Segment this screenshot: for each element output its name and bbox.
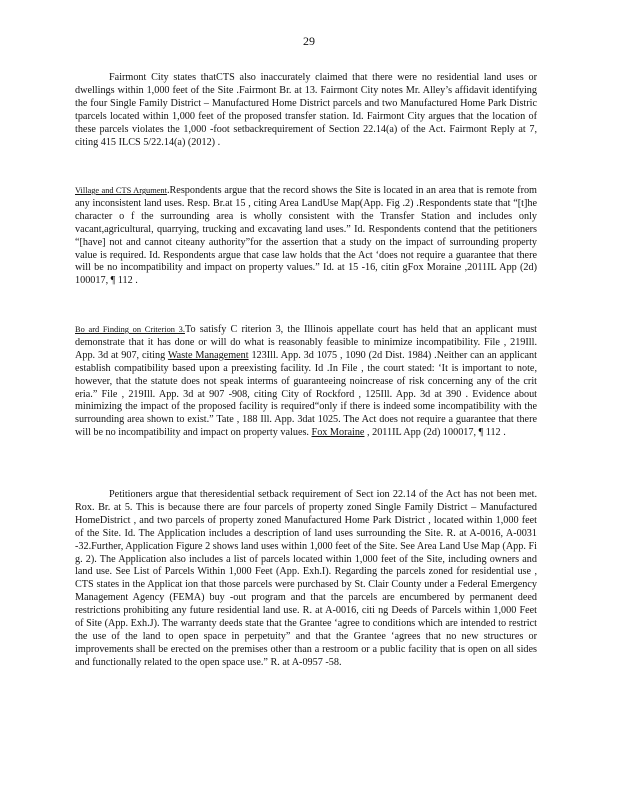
- paragraph-text: Fairmont City states thatCTS also inaccurately claimed that there were no residential land uses or dwellings within 1,000 feet of the Site .Fairmont Br. at 13. Fairmont City notes Mr. Alley’s affidavit identifying the four Single Family District – Manufactured Home District parcels and two Manufactured Home Park Distric tparcels located within 1,000 feet of the proposed transfer station. Id. Fairmont City argues that the location of these parcels violates the 1,000 -foot setbackrequirement of Section 22.14(a) of the Act. Fairmont Reply at 7, citing 415 ILCS 5/22.14(a) (2012) .: [75, 72, 537, 148]
- paragraph-board-finding: [75, 324, 537, 440]
- case-citation: Waste Management: [167, 349, 249, 361]
- section-heading: Bo ard Finding on Criterion 3.: [75, 325, 185, 334]
- paragraph-text: .Respondents argue that the record shows the Site is located in an area that is remote from any inconsistent land uses. Resp. Br.at 15 , citing Area LandUse Map(App. Fig .2) .Respondents state that “[t]he character o f the surrounding area is wholly consistent with the Transfer Station and includes only vacant,agricultural, quarrying, trucking and excavating land uses.” Id. Respondents contend that the petitioners “[have] not and cannot citeany authority”for the assertion that a study on the impact of surrounding property value is required. Id. Respondents argue that case law holds that the Act ‘does not require a guarantee that there will be no incompatibility and impact on property values.” Id. at 15 -16, citin gFox Moraine ,2011IL App (2d) 100017, ¶ 112 .: [75, 185, 537, 287]
- section-heading: Village and CTS Argument: [75, 186, 167, 195]
- paragraph-petitioners-argue: [75, 489, 537, 670]
- paragraph-fairmont-city: [75, 72, 537, 149]
- case-citation: Fox Moraine: [311, 427, 365, 439]
- paragraph-text: Petitioners argue that theresidential setback requirement of Sect ion 22.14 of the Act has not been met. Rox. Br. at 5. This is because there are four parcels of property zoned Single Family District – Manufactured HomeDistrict , and two parcels of property zoned Manufactured Home Park District , located within 1,000 feet of the Site. Id. The Application includes a description of land uses surrounding the Site. R. at A-0016, A-0031 -32.Further, Application Figure 2 shows land uses within 1,000 feet of the Site. See Area Land Use Map (App. Fi g. 2). The Application also includes a list of parcels located within 1,000 feet of the Site, including owners and land use. See List of Parcels Within 1,000 Feet (App. Exh.I). Regarding the parcels zoned for residential use , CTS states in the Applicat ion that those parcels were purchased by St. Clair County under a Federal Emergency Management Agency (FEMA) buy -out program and that the parcels are encumbered by permanent deed restrictions prohibiting any future residential land use. R. at A-0016, citi ng Deeds of Parcels within 1,000 Feet of Site (App. Exh.J). The warranty deeds state that the Grantee ‘agree to conditions which are intended to restrict the use of the land to open space in perpetuity” and that the Grantee ‘agrees that no new structures or improvements shall be erected on the premises other than a restroom or a public facility that is open on all sides and functionally related to the open space use.” R. at A-0957 -58.: [75, 489, 537, 668]
- paragraph-text: To satisfy C riterion 3, the Illinois appellate court has held that an applicant must demonstrate that it has done or will do what is reasonably feasible to minimize incompatibility. File , 219Ill. App. 3d at 907, citing: [75, 324, 538, 361]
- paragraph-text: 123Ill. App. 3d 1075 , 1090 (2d Dist. 1984) .Neither can an applicant establish compatibility based upon a preexisting facility. Id .In File , the court stated: ‘It is important to note, however, that the statute does not speak interms of guaranteeing noincrease of risk concerning any of the crit eria.” File , 219Ill. App. 3d at 907 -908, citing City of Rockford , 125Ill. App. 3d at 390 . Evidence about minimizing the impact of the proposed facility is required“only if there is indeed some incompatibility with the surrounding area shown to exist.” Tate , 188 Ill. App. 3dat 1025. The Act does not require a guarantee that there will be no incompatibility and impact on property values.: [75, 349, 537, 439]
- paragraph-text: , 2011IL App (2d) 100017, ¶ 112 .: [364, 427, 506, 439]
- page-number: 29: [303, 34, 315, 48]
- paragraph-village-cts-argument: [75, 185, 537, 288]
